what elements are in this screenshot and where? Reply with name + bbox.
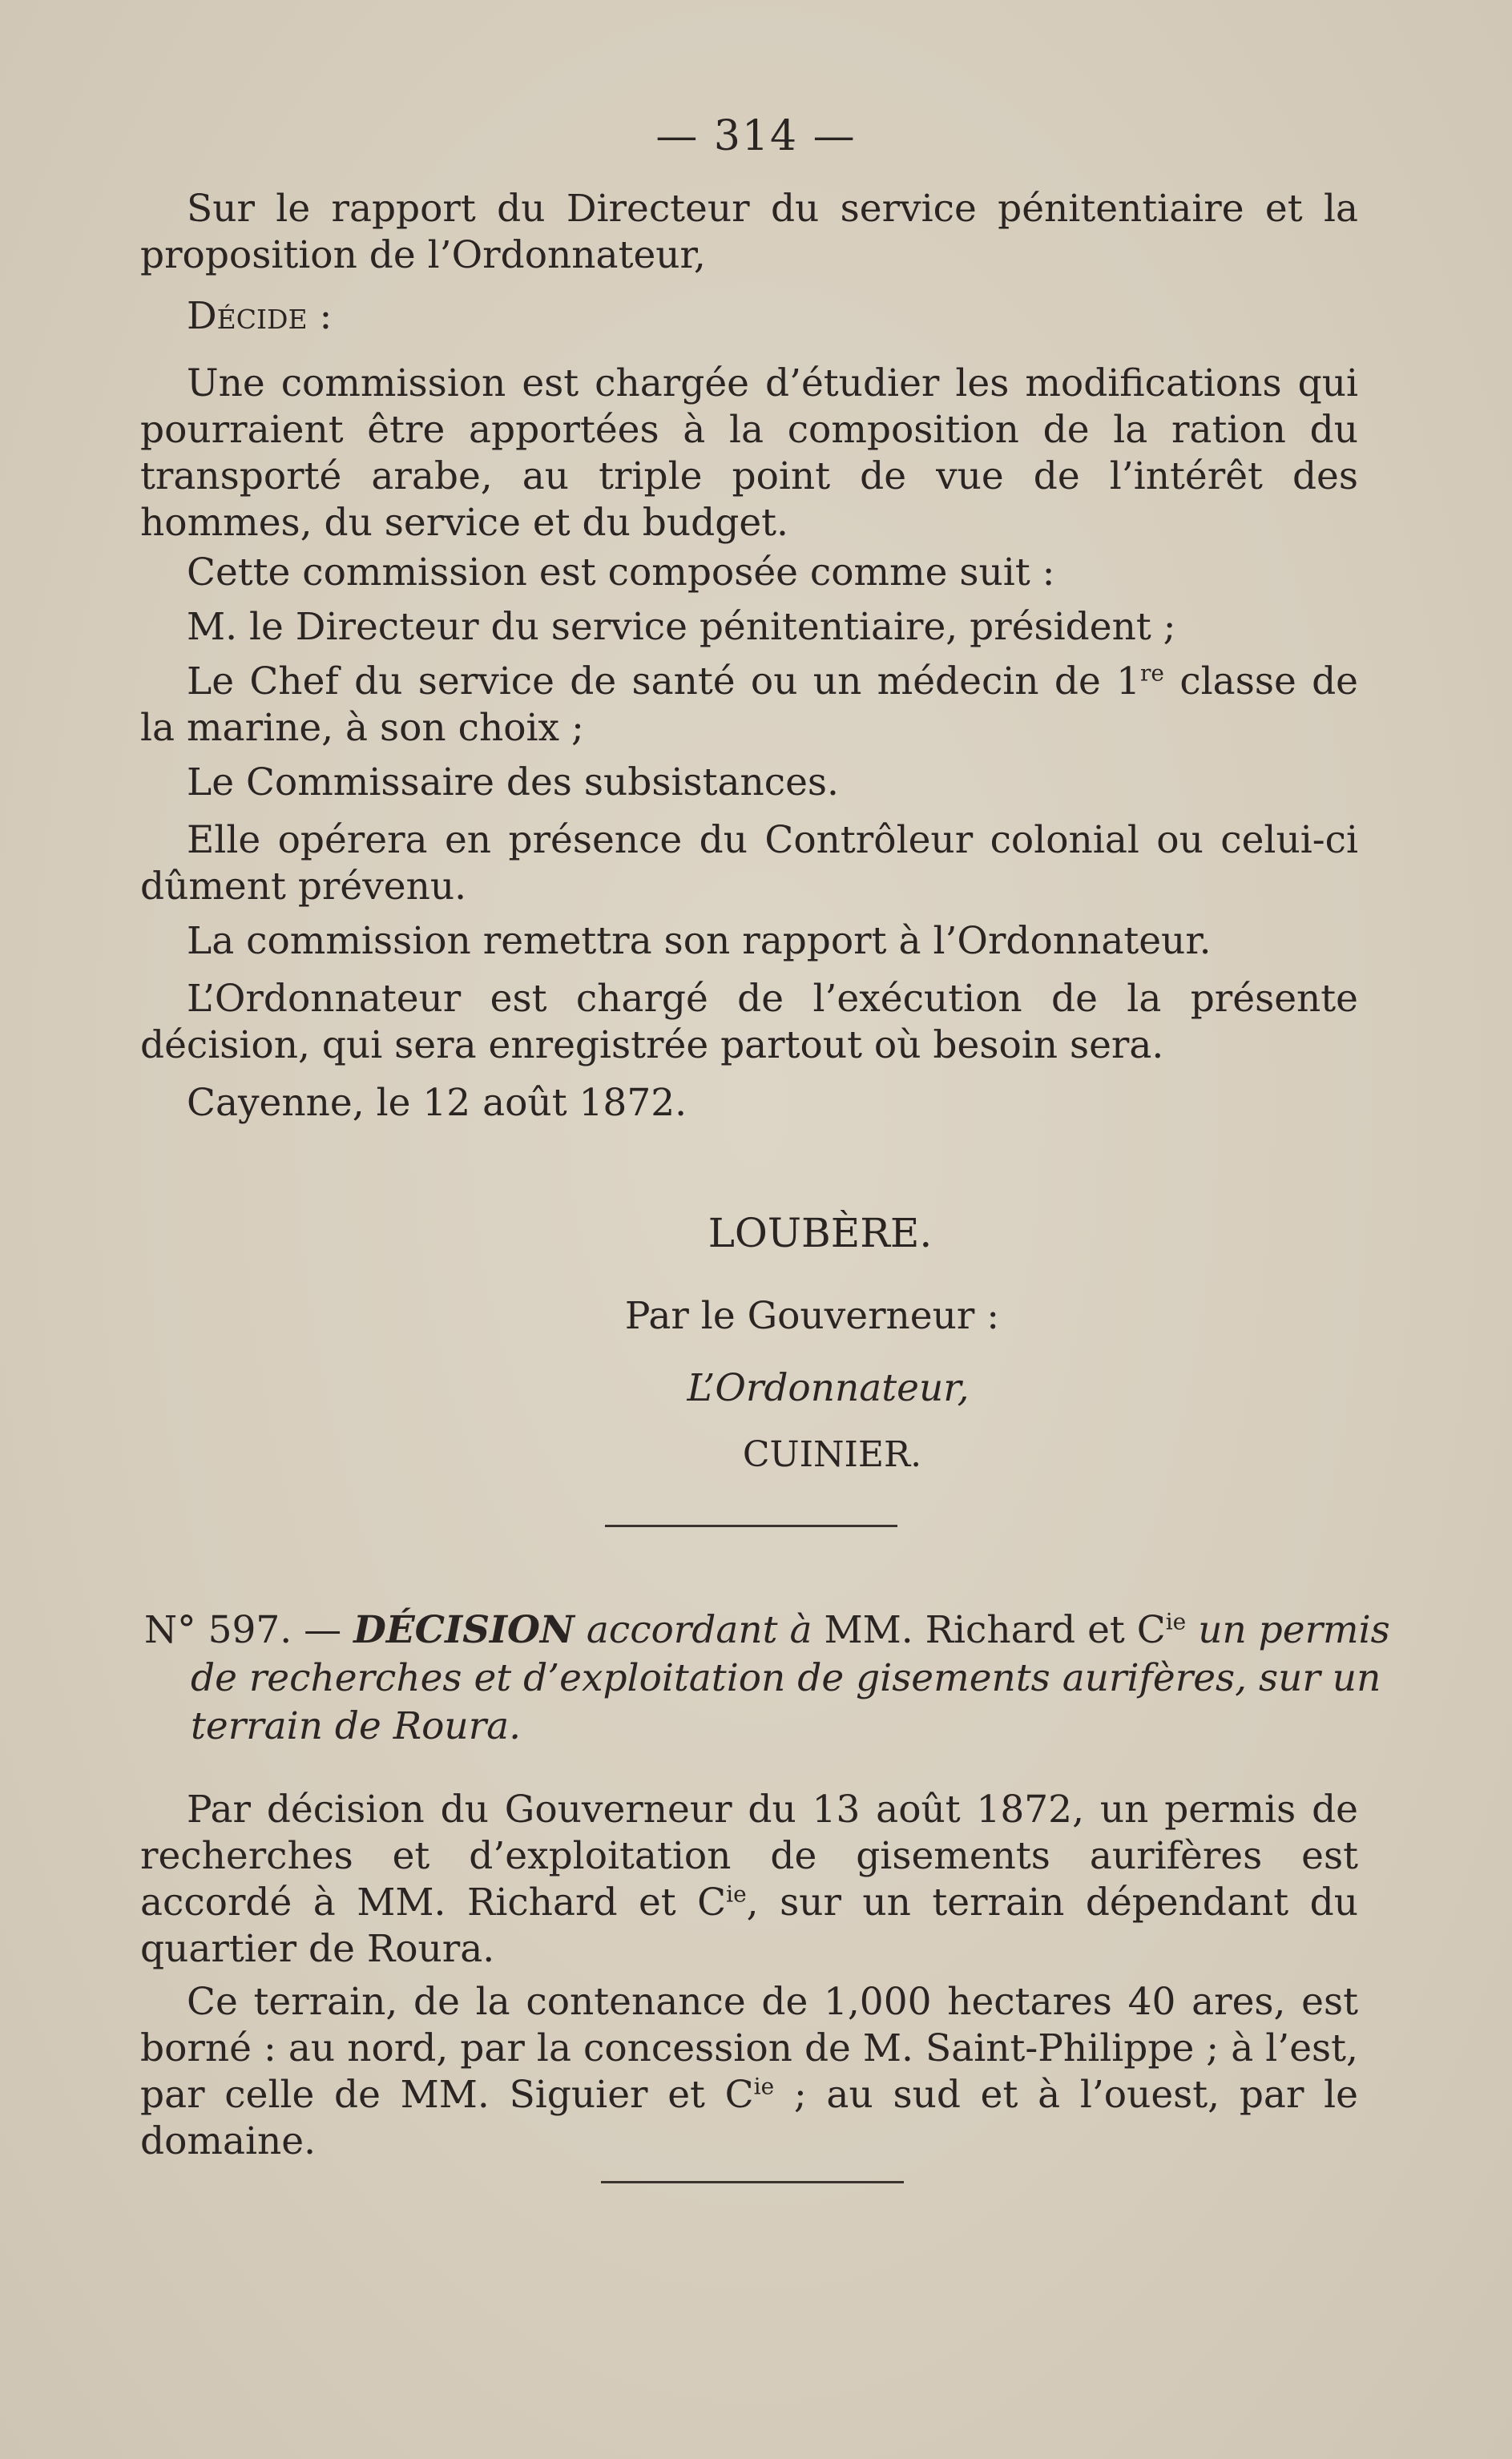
paragraph-commissaire: Le Commissaire des subsistances. [187, 760, 839, 804]
decision-title-part-b: accordant à [574, 1608, 825, 1652]
signature-cuinier: CUINIER. [742, 1434, 922, 1475]
separator-rule [605, 1525, 897, 1527]
paragraph-terrain [140, 1979, 1358, 2165]
intro-paragraph: Sur le rapport du Directeur du service pénitentiaire et la proposition de l’Ordonnateur, [140, 187, 1358, 277]
paragraph-permis [140, 1787, 1358, 1973]
medecin-text-a: Le Chef du service de santé ou un médecin de 1 [187, 659, 1141, 703]
permis-sup: ie [726, 1881, 747, 1908]
decision-597-body [140, 1787, 1358, 2165]
decision-body [140, 186, 1358, 1127]
permis-text-a: Par décision du Gouverneur du 13 août 1872, un permis de recherches et d’exploitation de gisements aurifères est accordé à MM. Richard et C [140, 1788, 1358, 1925]
decision-number: N° 597. — [144, 1608, 354, 1652]
paragraph-commission: Une commission est chargée d’étudier les modifications qui pourraient être apportées à la composition de la ration du transporté arabe, au triple point de vue de l’intérêt des hommes, du service et du budget. [140, 361, 1358, 545]
medecin-text-b: classe de la marine, à son choix ; [140, 659, 1358, 750]
signature-loubere: LOUBÈRE. [708, 1210, 933, 1256]
place-date: Cayenne, le 12 août 1872. [187, 1081, 687, 1125]
decision-title-part-d: un permis de recherches et d’exploitation de gisements aurifères, sur un terrain de Roura. [191, 1608, 1390, 1748]
bottom-rule [601, 2181, 904, 2183]
decision-title-sup: ie [1165, 1608, 1187, 1635]
paragraph-execution: L’Ordonnateur est chargé de l’exécution de la présente décision, qui sera enregistrée partout où besoin sera. [140, 977, 1358, 1067]
terrain-sup: ie [753, 2073, 775, 2100]
paragraph-rapport: La commission remettra son rapport à l’Ordonnateur. [187, 919, 1212, 963]
medecin-sup: re [1140, 659, 1164, 687]
paragraph-composition: Cette commission est composée comme suit : [187, 550, 1055, 595]
paragraph-medecin [140, 659, 1358, 752]
par-le-gouverneur: Par le Gouverneur : [624, 1294, 1000, 1338]
page-number: — 314 — [655, 112, 857, 160]
ordonnateur-title: L’Ordonnateur, [687, 1366, 970, 1410]
decision-597-heading [144, 1606, 1409, 1751]
decision-title-part-c: MM. Richard et C [824, 1608, 1166, 1652]
terrain-text-a: Ce terrain, de la contenance de 1,000 hectares 40 ares, est borné : au nord, par la concession de M. Saint-Philippe ; à l’est, par celle de MM. Siguier et C [140, 1980, 1358, 2117]
paragraph-controleur: Elle opérera en présence du Contrôleur colonial ou celui-ci dûment prévenu. [140, 818, 1358, 909]
decide-heading: Décide : [187, 294, 333, 338]
decision-title-word: DÉCISION [353, 1608, 575, 1652]
permis-text-b: , sur un terrain dépendant du quartier de Roura. [140, 1881, 1358, 1971]
terrain-text-b: ; au sud et à l’ouest, par le domaine. [140, 2073, 1358, 2163]
paragraph-president: M. le Directeur du service pénitentiaire, président ; [187, 605, 1176, 649]
